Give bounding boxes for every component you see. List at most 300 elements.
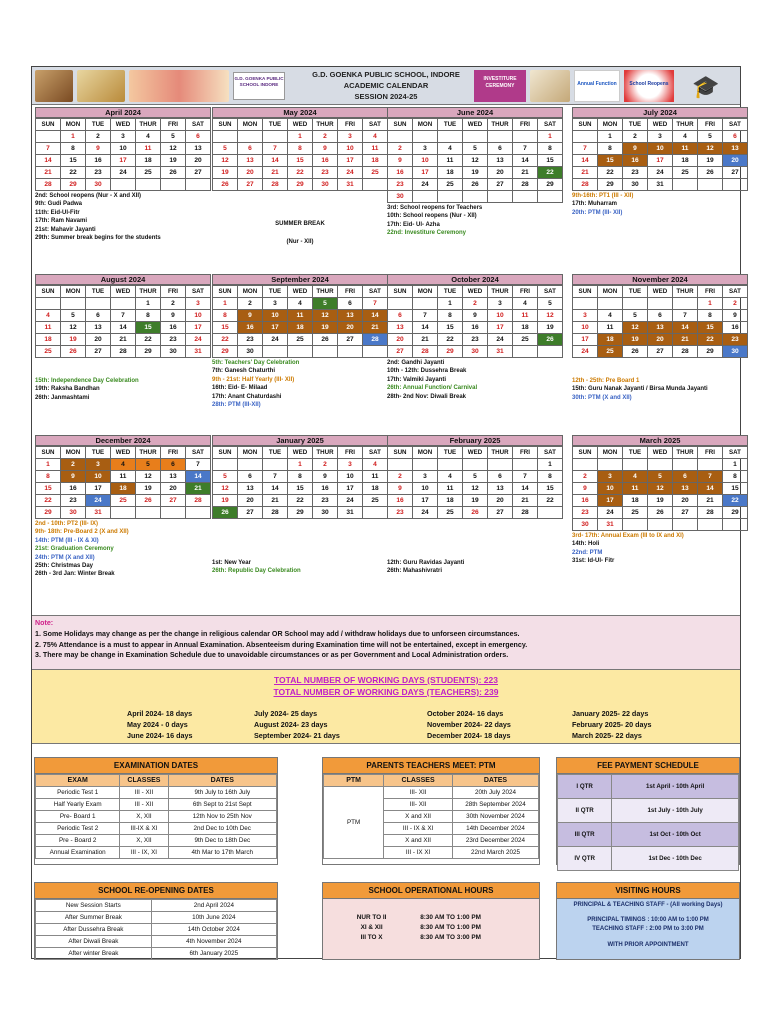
calendar-day: 14 bbox=[513, 155, 538, 167]
calendar-day: 20 bbox=[338, 322, 363, 334]
calendar-day: 2 bbox=[573, 471, 598, 483]
calendar-day bbox=[463, 191, 488, 203]
session-label: SESSION 2024-25 bbox=[354, 92, 418, 101]
calendar-day: 22 bbox=[598, 167, 623, 179]
calendar-day: 30 bbox=[161, 346, 186, 358]
event-line: (Nur - XII) bbox=[286, 239, 314, 245]
calendar-day: 22 bbox=[213, 334, 238, 346]
calendar-day: 24 bbox=[338, 167, 363, 179]
calendar-day: 7 bbox=[263, 471, 288, 483]
calendar-day: 10 bbox=[186, 310, 211, 322]
calendar-day: 16 bbox=[388, 167, 413, 179]
day-name: SUN bbox=[36, 447, 61, 459]
calendar-day: 18 bbox=[136, 155, 161, 167]
month-events bbox=[387, 204, 563, 238]
calendar-day bbox=[463, 459, 488, 471]
day-name: SUN bbox=[36, 286, 61, 298]
day-name: MON bbox=[238, 447, 263, 459]
month-table bbox=[212, 118, 388, 191]
calendar-day: 24 bbox=[186, 334, 211, 346]
calendar-day: 8 bbox=[723, 471, 748, 483]
hours-group: III TO X bbox=[360, 934, 383, 941]
table-row bbox=[36, 811, 277, 823]
calendar-day bbox=[111, 507, 136, 519]
calendar-day: 16 bbox=[313, 155, 338, 167]
calendar-day: 1 bbox=[288, 459, 313, 471]
day-name: WED bbox=[111, 119, 136, 131]
day-name: TUE bbox=[623, 286, 648, 298]
note-line: 2. 75% Attendance is a must to appear in Annual Examination. Absenteeism during Examination time will not be entertained, except in emergency. bbox=[35, 640, 528, 649]
logo-text: G.D. GOENKA PUBLIC SCHOOL INDORE bbox=[234, 76, 284, 87]
table-cell: I QTR bbox=[558, 775, 612, 799]
month-working-days: January 2025- 22 days bbox=[572, 709, 649, 718]
calendar-day: 28 bbox=[111, 346, 136, 358]
hours-group: NUR TO II bbox=[356, 914, 387, 921]
calendar-day: 11 bbox=[673, 143, 698, 155]
calendar-day: 24 bbox=[648, 167, 673, 179]
calendar-day: 25 bbox=[363, 167, 388, 179]
day-name: FRI bbox=[698, 447, 723, 459]
month-events bbox=[387, 559, 563, 576]
calendar-day: 1 bbox=[61, 131, 86, 143]
calendar-day: 24 bbox=[488, 334, 513, 346]
calendar-day: 11 bbox=[136, 143, 161, 155]
calendar-day: 14 bbox=[111, 322, 136, 334]
calendar-day: 23 bbox=[573, 507, 598, 519]
calendar-day: 19 bbox=[463, 167, 488, 179]
calendar-day: 21 bbox=[513, 167, 538, 179]
calendar-day: 28 bbox=[36, 179, 61, 191]
month-title: December 2024 bbox=[35, 435, 211, 446]
calendar-day: 26 bbox=[313, 334, 338, 346]
event-line: 17th: Eid- Ul- Azha bbox=[387, 221, 440, 228]
calendar-day: 25 bbox=[623, 507, 648, 519]
annual-function-badge bbox=[574, 70, 620, 102]
table-cell: II QTR bbox=[558, 799, 612, 823]
calendar-day: 27 bbox=[648, 346, 673, 358]
calendar-day: 6 bbox=[338, 298, 363, 310]
calendar-day: 15 bbox=[36, 483, 61, 495]
month-working-days: August 2024- 23 days bbox=[254, 720, 328, 729]
calendar-day: 4 bbox=[136, 131, 161, 143]
calendar-day bbox=[623, 298, 648, 310]
calendar-day: 29 bbox=[598, 179, 623, 191]
calendar-day: 17 bbox=[413, 495, 438, 507]
day-name: TUE bbox=[623, 119, 648, 131]
calendar-day: 13 bbox=[488, 155, 513, 167]
calendar-day: 3 bbox=[573, 310, 598, 322]
calendar-day: 12 bbox=[538, 310, 563, 322]
calendar-day: 12 bbox=[61, 322, 86, 334]
table-cell: 22nd March 2025 bbox=[452, 847, 538, 859]
calendar-day: 6 bbox=[488, 471, 513, 483]
calendar-day: 24 bbox=[573, 346, 598, 358]
table-cell: III - XII bbox=[120, 787, 168, 799]
day-name: SAT bbox=[723, 447, 748, 459]
table-cell: Pre- Board 1 bbox=[36, 811, 120, 823]
calendar-day: 25 bbox=[438, 179, 463, 191]
calendar-day bbox=[263, 131, 288, 143]
table-cell: 23rd December 2024 bbox=[452, 835, 538, 847]
calendar-day: 8 bbox=[288, 143, 313, 155]
calendar-day: 27 bbox=[161, 495, 186, 507]
event-line: 15th: Independence Day Celebration bbox=[35, 378, 139, 384]
day-name: TUE bbox=[263, 286, 288, 298]
calendar-day: 10 bbox=[413, 155, 438, 167]
calendar-day: 4 bbox=[598, 310, 623, 322]
calendar-day: 16 bbox=[86, 155, 111, 167]
calendar-day: 5 bbox=[213, 471, 238, 483]
calendar-day bbox=[238, 459, 263, 471]
day-name: THUR bbox=[488, 119, 513, 131]
calendar-day: 29 bbox=[136, 346, 161, 358]
day-name: TUE bbox=[623, 447, 648, 459]
table-cell: After Dussehra Break bbox=[36, 924, 152, 936]
month-calendar bbox=[212, 274, 388, 358]
calendar-day: 22 bbox=[698, 334, 723, 346]
event-line: 26th: Mahashivratri bbox=[387, 568, 443, 575]
calendar-day: 4 bbox=[288, 298, 313, 310]
calendar-day: 14 bbox=[186, 471, 211, 483]
day-name: TUE bbox=[438, 119, 463, 131]
calendar-day bbox=[538, 191, 563, 203]
calendar-day: 3 bbox=[263, 298, 288, 310]
day-name: MON bbox=[598, 119, 623, 131]
ptm-col-header: CLASSES bbox=[384, 775, 453, 787]
calendar-day: 10 bbox=[488, 310, 513, 322]
calendar-day: 15 bbox=[538, 483, 563, 495]
calendar-day: 14 bbox=[513, 483, 538, 495]
calendar-day: 17 bbox=[573, 334, 598, 346]
calendar-day: 11 bbox=[598, 322, 623, 334]
calendar-day: 6 bbox=[238, 471, 263, 483]
calendar-day: 19 bbox=[623, 334, 648, 346]
month-calendar bbox=[572, 435, 748, 531]
table-cell: 1st Dec - 10th Dec bbox=[612, 847, 739, 871]
day-name: WED bbox=[463, 447, 488, 459]
calendar-day: 2 bbox=[313, 131, 338, 143]
day-name: FRI bbox=[513, 286, 538, 298]
calendar-day bbox=[513, 346, 538, 358]
calendar-day: 12 bbox=[463, 483, 488, 495]
calendar-day: 21 bbox=[698, 495, 723, 507]
table-cell: 12th Nov to 25th Nov bbox=[168, 811, 276, 823]
day-name: THUR bbox=[136, 119, 161, 131]
calendar-day: 17 bbox=[648, 155, 673, 167]
calendar-day: 12 bbox=[463, 155, 488, 167]
day-name: FRI bbox=[698, 119, 723, 131]
calendar-day: 1 bbox=[698, 298, 723, 310]
calendar-day bbox=[413, 459, 438, 471]
event-line: 15th: Guru Nanak Jayanti / Birsa Munda Jayanti bbox=[572, 386, 708, 393]
calendar-day: 21 bbox=[111, 334, 136, 346]
exam-col-header: CLASSES bbox=[120, 775, 168, 787]
calendar-day: 5 bbox=[538, 298, 563, 310]
calendar-day: 7 bbox=[573, 143, 598, 155]
calendar-day: 14 bbox=[36, 155, 61, 167]
exam-col-header: EXAM bbox=[36, 775, 120, 787]
calendar-day bbox=[598, 459, 623, 471]
visiting-hours-title: VISITING HOURS bbox=[557, 883, 739, 899]
month-events bbox=[35, 377, 211, 402]
calendar-day: 23 bbox=[238, 334, 263, 346]
day-name: SUN bbox=[213, 286, 238, 298]
calendar-day: 29 bbox=[213, 346, 238, 358]
calendar-day bbox=[186, 179, 211, 191]
month-working-days: June 2024- 16 days bbox=[127, 731, 193, 740]
calendar-day: 2 bbox=[623, 131, 648, 143]
calendar-day: 23 bbox=[61, 495, 86, 507]
calendar-day: 5 bbox=[61, 310, 86, 322]
calendar-day: 30 bbox=[723, 346, 748, 358]
day-name: TUE bbox=[263, 447, 288, 459]
event-line: 2nd: Gandhi Jayanti bbox=[387, 360, 445, 366]
table-cell: III - IX & XI bbox=[384, 823, 453, 835]
day-name: THUR bbox=[673, 447, 698, 459]
calendar-day: 31 bbox=[86, 507, 111, 519]
calendar-day: 27 bbox=[488, 507, 513, 519]
calendar-day: 21 bbox=[573, 167, 598, 179]
calendar-day: 1 bbox=[598, 131, 623, 143]
ptm-box bbox=[322, 757, 540, 865]
calendar-day: 9 bbox=[86, 143, 111, 155]
calendar-day: 13 bbox=[186, 143, 211, 155]
calendar-day: 18 bbox=[673, 155, 698, 167]
calendar-day: 17 bbox=[413, 167, 438, 179]
day-name: THUR bbox=[136, 447, 161, 459]
calendar-day: 17 bbox=[338, 155, 363, 167]
calendar-day: 25 bbox=[598, 346, 623, 358]
calendar-day: 26 bbox=[648, 507, 673, 519]
day-name: TUE bbox=[438, 447, 463, 459]
event-line: 12th - 25th: Pre Board 1 bbox=[572, 378, 640, 384]
calendar-day bbox=[438, 459, 463, 471]
note-line: 3. There may be change in Examination Schedule due to unavoidable circumstances or as per Government and Local Administration orders. bbox=[35, 651, 509, 660]
calendar-day: 27 bbox=[86, 346, 111, 358]
day-name: SAT bbox=[538, 119, 563, 131]
calendar-day: 28 bbox=[263, 179, 288, 191]
calendar-day: 28 bbox=[263, 507, 288, 519]
calendar-day: 16 bbox=[61, 483, 86, 495]
calendar-day: 29 bbox=[61, 179, 86, 191]
calendar-day: 25 bbox=[36, 346, 61, 358]
calendar-day: 23 bbox=[313, 495, 338, 507]
month-working-days: July 2024- 25 days bbox=[254, 709, 318, 718]
month-title: July 2024 bbox=[572, 107, 748, 118]
calendar-day: 23 bbox=[463, 334, 488, 346]
calendar-day bbox=[598, 298, 623, 310]
month-working-days: April 2024- 18 days bbox=[127, 709, 193, 718]
calendar-day bbox=[698, 179, 723, 191]
calendar-day: 18 bbox=[36, 334, 61, 346]
calendar-page bbox=[31, 66, 741, 959]
calendar-day: 18 bbox=[598, 334, 623, 346]
event-line: 11th: Eid-Ul-Fitr bbox=[35, 209, 80, 216]
calendar-day: 16 bbox=[573, 495, 598, 507]
calendar-day bbox=[723, 519, 748, 531]
table-cell: After Diwali Break bbox=[36, 936, 152, 948]
calendar-day: 1 bbox=[36, 459, 61, 471]
calendar-day: 17 bbox=[186, 322, 211, 334]
calendar-day: 8 bbox=[438, 310, 463, 322]
calendar-day: 5 bbox=[313, 298, 338, 310]
calendar-day: 25 bbox=[438, 507, 463, 519]
calendar-day: 3 bbox=[186, 298, 211, 310]
day-name: FRI bbox=[698, 286, 723, 298]
calendar-day: 19 bbox=[213, 495, 238, 507]
month-table bbox=[387, 118, 563, 203]
calendar-day: 1 bbox=[136, 298, 161, 310]
calendar-day: 4 bbox=[438, 471, 463, 483]
day-name: MON bbox=[413, 286, 438, 298]
table-cell: IV QTR bbox=[558, 847, 612, 871]
calendar-day: 23 bbox=[313, 167, 338, 179]
month-calendar bbox=[35, 274, 211, 358]
day-name: SUN bbox=[388, 447, 413, 459]
calendar-day: 25 bbox=[673, 167, 698, 179]
calendar-day: 11 bbox=[36, 322, 61, 334]
ptm-title: PARENTS TEACHERS MEET: PTM bbox=[323, 758, 539, 774]
table-cell: 10th June 2024 bbox=[151, 912, 276, 924]
calendar-day: 4 bbox=[111, 459, 136, 471]
calendar-day: 25 bbox=[136, 167, 161, 179]
calendar-day: 17 bbox=[338, 483, 363, 495]
calendar-day: 13 bbox=[238, 155, 263, 167]
calendar-day: 19 bbox=[538, 322, 563, 334]
calendar-day: 8 bbox=[136, 310, 161, 322]
month-working-days: March 2025- 22 days bbox=[572, 731, 642, 740]
calendar-day: 8 bbox=[61, 143, 86, 155]
ptm-col-header: PTM bbox=[324, 775, 384, 787]
table-cell: 1st July - 10th July bbox=[612, 799, 739, 823]
month-title: June 2024 bbox=[387, 107, 563, 118]
hours-time: 8:30 AM TO 1:00 PM bbox=[420, 924, 481, 931]
calendar-day bbox=[573, 131, 598, 143]
event-line: 21st: Mahavir Jayanti bbox=[35, 226, 96, 233]
calendar-day: 20 bbox=[161, 483, 186, 495]
calendar-day bbox=[623, 519, 648, 531]
calendar-day: 4 bbox=[363, 459, 388, 471]
day-name: SAT bbox=[538, 286, 563, 298]
event-line: 29th: Summer break begins for the students bbox=[35, 235, 161, 242]
total-working-days-students: TOTAL NUMBER OF WORKING DAYS (STUDENTS): 223 bbox=[273, 675, 498, 685]
calendar-day: 7 bbox=[363, 298, 388, 310]
table-cell: III - IX XI bbox=[384, 847, 453, 859]
calendar-day: 11 bbox=[288, 310, 313, 322]
day-name: SAT bbox=[723, 119, 748, 131]
calendar-day: 6 bbox=[673, 471, 698, 483]
table-row bbox=[36, 912, 277, 924]
calendar-day: 15 bbox=[438, 322, 463, 334]
calendar-day: 2 bbox=[61, 459, 86, 471]
day-name: TUE bbox=[86, 286, 111, 298]
calendar-day bbox=[488, 131, 513, 143]
month-table bbox=[572, 118, 748, 191]
month-title: November 2024 bbox=[572, 274, 748, 285]
event-line: 26th: Republic Day Celebration bbox=[212, 568, 301, 575]
calendar-day bbox=[488, 191, 513, 203]
event-line: 26th: Annual Function/ Carnival bbox=[387, 385, 478, 392]
calendar-day: 21 bbox=[513, 495, 538, 507]
calendar-day: 20 bbox=[238, 167, 263, 179]
day-name: MON bbox=[238, 119, 263, 131]
calendar-day: 31 bbox=[648, 179, 673, 191]
calendar-day: 31 bbox=[338, 179, 363, 191]
calendar-day: 4 bbox=[36, 310, 61, 322]
event-line: 9th: Gudi Padwa bbox=[35, 201, 83, 208]
calendar-day bbox=[213, 459, 238, 471]
calendar-day: 2 bbox=[86, 131, 111, 143]
calendar-day: 2 bbox=[388, 471, 413, 483]
calendar-day: 29 bbox=[723, 507, 748, 519]
table-row bbox=[558, 799, 739, 823]
calendar-day: 2 bbox=[463, 298, 488, 310]
calendar-day: 10 bbox=[111, 143, 136, 155]
calendar-day bbox=[673, 459, 698, 471]
table-row bbox=[36, 900, 277, 912]
calendar-day: 27 bbox=[388, 346, 413, 358]
day-name: MON bbox=[413, 447, 438, 459]
calendar-day: 19 bbox=[648, 495, 673, 507]
calendar-day: 12 bbox=[648, 483, 673, 495]
calendar-day: 19 bbox=[161, 155, 186, 167]
event-line: SUMMER BREAK bbox=[275, 221, 325, 227]
calendar-day: 24 bbox=[413, 179, 438, 191]
day-name: WED bbox=[288, 119, 313, 131]
table-cell: III QTR bbox=[558, 823, 612, 847]
calendar-day: 24 bbox=[86, 495, 111, 507]
calendar-day bbox=[648, 298, 673, 310]
event-line: 3rd- 17th: Annual Exam (III to IX and XI) bbox=[572, 533, 684, 539]
table-cell: 1st April - 10th April bbox=[612, 775, 739, 799]
calendar-day: 4 bbox=[673, 131, 698, 143]
calendar-day: 22 bbox=[538, 495, 563, 507]
calendar-day: 29 bbox=[438, 346, 463, 358]
calendar-day: 21 bbox=[263, 495, 288, 507]
calendar-day: 30 bbox=[86, 179, 111, 191]
table-row bbox=[36, 799, 277, 811]
calendar-day: 20 bbox=[673, 495, 698, 507]
table-cell: Annual Examination bbox=[36, 847, 120, 859]
calendar-day: 8 bbox=[698, 310, 723, 322]
event-line: 22nd: PTM bbox=[572, 549, 603, 556]
day-name: SUN bbox=[213, 447, 238, 459]
day-name: THUR bbox=[136, 286, 161, 298]
total-working-days-teachers: TOTAL NUMBER OF WORKING DAYS (TEACHERS): 239 bbox=[273, 687, 499, 697]
month-events bbox=[572, 377, 748, 402]
school-reopens-badge bbox=[624, 70, 674, 102]
calendar-day: 27 bbox=[238, 179, 263, 191]
notes-section bbox=[32, 615, 740, 670]
calendar-day bbox=[186, 507, 211, 519]
calendar-day: 9 bbox=[623, 143, 648, 155]
calendar-day: 11 bbox=[438, 483, 463, 495]
day-name: SUN bbox=[36, 119, 61, 131]
table-cell: 30th November 2024 bbox=[452, 811, 538, 823]
day-name: WED bbox=[463, 286, 488, 298]
calendar-day: 10 bbox=[573, 322, 598, 334]
table-cell: After winter Break bbox=[36, 948, 152, 960]
month-table bbox=[572, 285, 748, 358]
month-working-days: November 2024- 22 days bbox=[427, 720, 511, 729]
reopening-title: SCHOOL RE-OPENING DATES bbox=[35, 883, 277, 899]
calendar-day: 21 bbox=[186, 483, 211, 495]
month-calendar bbox=[572, 107, 748, 191]
calendar-day: 7 bbox=[263, 143, 288, 155]
calendar-day: 9 bbox=[313, 143, 338, 155]
calendar-day: 14 bbox=[573, 155, 598, 167]
month-title: April 2024 bbox=[35, 107, 211, 118]
